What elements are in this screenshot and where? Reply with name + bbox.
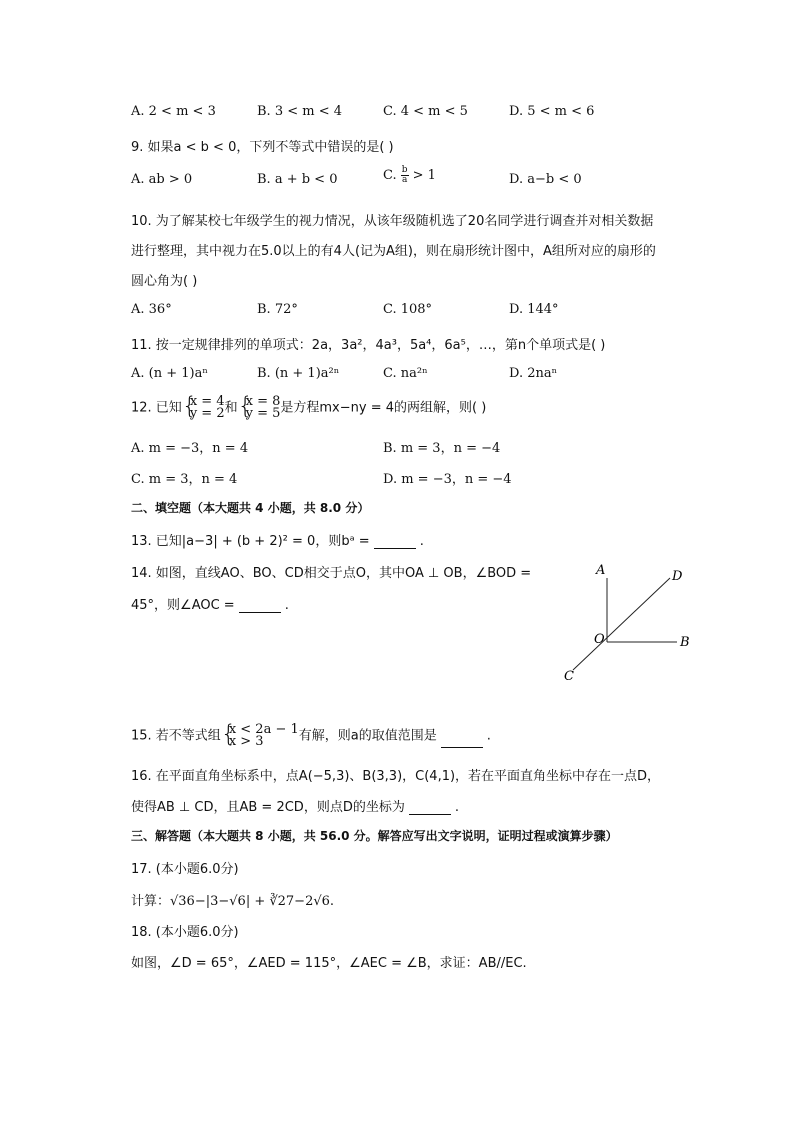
q13-text: 13. 已知|a−3| + (b + 2)² = 0，则bᵃ = [131,534,370,549]
q14-line-2 [131,594,289,613]
answer-blank [374,536,416,549]
system-line: { x < 2a − 1 [228,722,299,737]
q18-body: 如图，∠D = 65°，∠AED = 115°，∠AEC = ∠B，求证：AB//EC. [131,956,527,971]
q12-suffix: 是方程mx−ny = 4的两组解，则( ) [280,400,487,416]
q8-option-a: A. 2 < m < 3 [131,104,216,119]
q13-stem [131,530,424,549]
system-line: { x = 8 [245,394,281,409]
answer-blank [239,600,281,613]
q9-option-c-label: C. [383,168,401,183]
equation-system-1 [182,396,225,420]
line-cd [573,578,670,670]
system-line: y = 2 [189,406,225,421]
q9-option-b: B. a + b < 0 [257,172,338,187]
q15-end: . [486,728,491,744]
q12-prefix: 12. 已知 [131,400,182,416]
q8-option-c: C. 4 < m < 5 [383,104,468,119]
q14-end: . [284,598,289,613]
q11-option-a: A. (n + 1)aⁿ [131,366,208,381]
q12-option-a: A. m = −3，n = 4 [131,441,249,456]
system-line: y = 5 [245,406,281,421]
q8-option-b: B. 3 < m < 4 [257,104,343,119]
q11-option-b: B. (n + 1)a²ⁿ [257,366,340,381]
q18-title: 18. (本小题6.0分) [131,925,239,940]
system-line: { x = 4 [189,394,225,409]
q10-option-c: C. 108° [383,302,433,317]
q10-option-a: A. 36° [131,302,172,317]
q10-line-1: 10. 为了解某校七年级学生的视力情况，从该年级随机选了20名同学进行调查并对相关数据 [131,214,654,229]
q16-end: . [454,800,459,815]
system-line: x > 3 [228,734,264,749]
q15-suffix: 有解，则a的取值范围是 [298,728,437,744]
q15-prefix: 15. 若不等式组 [131,728,221,744]
q9-option-a: A. ab > 0 [131,172,193,187]
q15-stem [131,724,491,748]
q11-option-c: C. na²ⁿ [383,366,428,381]
q12-option-d: D. m = −3，n = −4 [383,472,512,487]
q14-line-1: 14. 如图，直线AO、BO、CD相交于点O，其中OA ⊥ OB，∠BOD = [131,566,532,581]
q9-stem: 9. 如果a < b < 0，下列不等式中错误的是( ) [131,140,394,155]
answer-blank [409,802,451,815]
answer-blank [441,735,483,748]
label-b: B [680,635,690,650]
q12-option-c: C. m = 3，n = 4 [131,472,238,487]
label-a: A [596,563,606,578]
q11-stem: 11. 按一定规律排列的单项式：2a，3a²，4a³，5a⁴，6a⁵，…，第n个单项式是( ) [131,338,606,353]
q14-text: 45°，则∠AOC = [131,598,235,613]
q16-text: 使得AB ⊥ CD，且AB = 2CD，则点D的坐标为 [131,800,405,815]
q11-option-d: D. 2naⁿ [509,366,558,381]
q16-line-2 [131,796,459,815]
label-d: D [672,569,683,584]
q10-option-d: D. 144° [509,302,559,317]
q9-option-c-suffix: > 1 [408,168,436,183]
q12-stem [131,396,486,420]
q13-end: . [419,534,424,549]
q12-option-b: B. m = 3，n = −4 [383,441,501,456]
inequality-system [221,724,299,748]
q9-option-d: D. a−b < 0 [509,172,582,187]
fraction-numerator: b [401,165,408,175]
q17-body: 计算：√36−|3−√6| + ∛27−2√6. [131,894,335,909]
q10-line-3: 圆心角为( ) [131,274,198,289]
q17-title: 17. (本小题6.0分) [131,862,239,877]
q10-option-b: B. 72° [257,302,298,317]
q12-mid: 和 [224,400,238,416]
fraction-denominator: a [401,175,408,185]
label-o: O [594,632,605,647]
section-3-heading: 三、解答题（本大题共 8 小题，共 56.0 分。解答应写出文字说明，证明过程或演算步骤） [131,829,618,843]
section-2-heading: 二、填空题（本大题共 4 小题，共 8.0 分） [131,501,370,515]
q10-line-2: 进行整理，其中视力在5.0以上的有4人(记为A组)，则在扇形统计图中，A组所对应的扇形的 [131,244,656,259]
label-c: C [564,669,574,684]
q9-option-c [383,166,436,185]
q8-option-d: D. 5 < m < 6 [509,104,595,119]
equation-system-2 [238,396,281,420]
q16-line-1: 16. 在平面直角坐标系中，点A(−5,3)、B(3,3)，C(4,1)，若在平面直角坐标中存在一点D， [131,769,661,784]
q14-figure [555,558,705,688]
